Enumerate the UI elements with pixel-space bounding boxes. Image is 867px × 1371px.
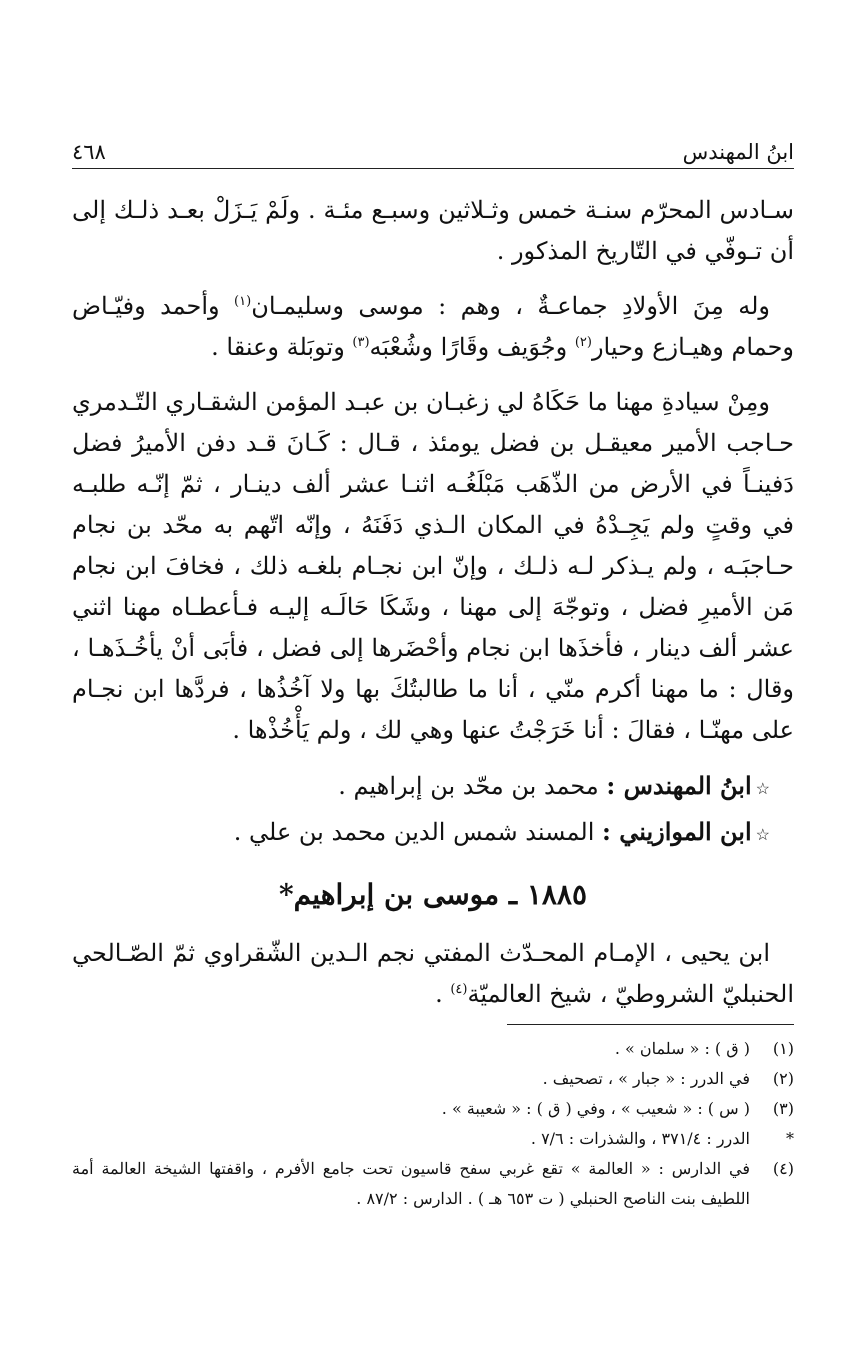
footnote-text: الدرر : ٣٧١/٤ ، والشذرات : ٧/٦ . [530,1129,750,1148]
footnote [72,1034,794,1064]
footnote-mark: (١) [772,1039,794,1058]
paragraph-1: سـادس المحرّم سنـة خمس وثـلاثين وسبـع مئـة . ولَمْ يَـزَلْ بعـد ذلـك إلى أن تـوفّي في التّاريخ المذكور . [72,196,794,265]
entry-1-value: محمد بن محّد بن إبراهيم . [338,772,607,800]
running-title: ابنُ المهندس [682,140,794,164]
biography-heading: ١٨٨٥ ـ موسى بن إبراهيم* [278,878,587,911]
footnote-ref-4: (٤) [450,982,468,997]
footnote-text: في الدارس : « العالمة » تقع غربي سفح قاسيون تحت جامع الأفرم ، واقفتها الشيخة العالمة أمة اللطيف بنت الناصح الحنبلي ( ت ٦٥٣ هـ ) . الدارس : ٨٧/٢ . [72,1159,750,1208]
page-number: ٤٦٨ [72,140,106,164]
footnote-mark: * [786,1129,794,1148]
star-icon: ☆ [755,779,770,798]
entry-2-keyword: ابن الموازيني : [602,817,752,846]
cross-ref-entry-2 [72,811,794,855]
running-header [72,130,794,164]
footnote [72,1064,794,1094]
footnote-mark: (٤) [772,1159,794,1178]
cross-ref-entry-1 [72,765,794,809]
biography-text: ابن يحيى ، الإمـام المحـدّث المفتي نجم الـدين الشّقراوي ثمّ الصّـالحي الحنبليّ الشروطيّ ، شيخ العالميّة$^{(٤)}$ . [72,939,794,1008]
footnote [72,1124,794,1154]
footnote-text: ( ق ) : « سلمان » . [614,1039,750,1058]
footnote-text: ( س ) : « شعيب » ، وفي ( ق ) : « شعيبة » . [441,1099,750,1118]
main-text [72,190,794,1029]
footnote [72,1094,794,1124]
footnote-text: في الدرر : « جبار » ، تصحيف . [542,1069,750,1088]
footnotes [72,1034,794,1214]
footnote [72,1154,794,1214]
footnote-rule [507,1024,794,1025]
entry-2-value: المسند شمس الدين محمد بن علي . [233,818,603,846]
footnote-ref-1: (١) [234,294,252,309]
entry-1-keyword: ابنُ المهندس : [606,771,752,800]
star-icon: ☆ [755,825,770,844]
paragraph-anecdote: ومِنْ سيادةِ مهنا ما حَكَاهُ لي زغبـان بن عبـد المؤمن الشقـاري التّـدمري حـاجب الأمير معيقـل بن فضل يومئذ ، قـال : كَـانَ قـد دفن الأميرُ فضل دَفينـاً في الأرض من الذّهَب مَبْلَغُـه اثنـا عشر ألف دينـار ، ثمّ إنّـه طلبـه في وقتٍ ولم يَجِـدْهُ في المكان الـذي دَفَنَهُ ، وإنّه اتّهم به محّد بن نجام حـاجبَـه ، ولم يـذكر لـه ذلـك ، وإنّ ابن نجـام بلغـه ذلك ، فخافَ ابن نجام مَن الأميرِ فضل ، وتوجّهَ إلى مهنا ، وشَكَا حَالَـه إليـه فـأعطـاه مهنا اثني عشر ألف دينار ، فأخذَها ابن نجام وأحْضَرها إلى فضل ، فأبَى أنْ يأخُـذَهـا ، وقال : ما مهنا أكرم منّي ، أنا ما طالبتُكَ بها ولا آخُذُها ، فردَّها ابن نجـام على مهنّـا ، فقالَ : أنا خَرَجْتُ عنها وهي لك ، ولم يَأْخُذْها . [72,388,795,744]
header-rule [72,168,794,169]
paragraph-children: وله مِنَ الأولادِ جماعـةٌ ، وهم : موسى وسليمـان$^{(١)}$ وأحمد وفيّـاض وحمام وهيـازع وحيار$^{(٢)}$ وجُوَيف وقَارًا وشُعْبَه$^{(٣)}$ وتوبَلة وعنقا . [72,292,794,361]
footnote-mark: (٣) [772,1099,794,1118]
footnote-mark: (٢) [772,1069,794,1088]
footnote-ref-2: (٢) [574,335,592,350]
footnote-ref-3: (٣) [352,335,370,350]
